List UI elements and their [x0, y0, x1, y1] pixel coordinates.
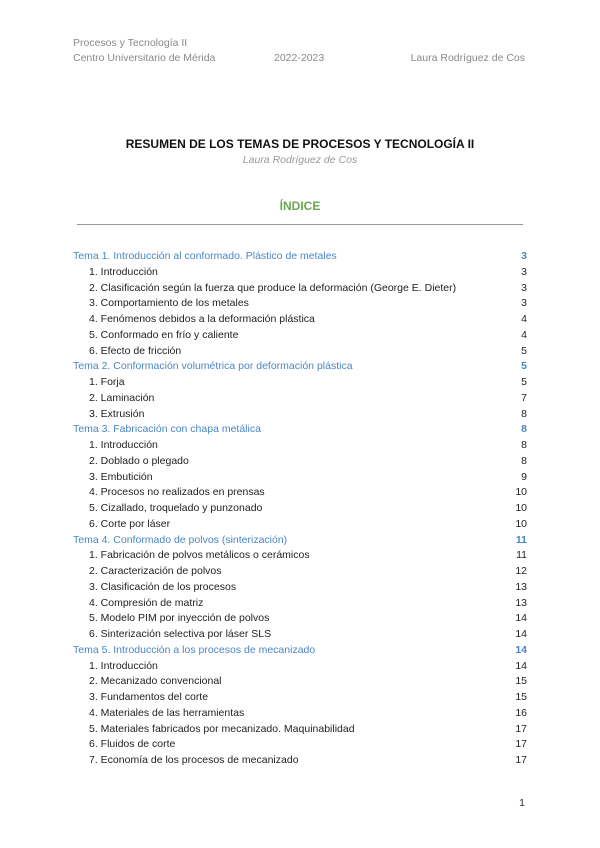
toc-section-link[interactable] [0, 690, 600, 706]
toc-entry-title: 4. Materiales de las herramientas [89, 706, 245, 719]
page-number: 1 [519, 797, 525, 809]
toc-page-number: 10 [515, 502, 527, 514]
toc-entry-title: Tema 5. Introducción a los procesos de mecanizado [73, 643, 316, 656]
toc-entry-title: 4. Fenómenos debidos a la deformación plástica [89, 313, 315, 325]
header-center: Centro Universitario de Mérida [73, 52, 216, 64]
toc-entry-title: 2. Clasificación según la fuerza que produce la deformación (George E. Dieter) [89, 281, 457, 294]
toc-page-number: 10 [515, 486, 527, 499]
toc-section-link[interactable] [0, 596, 600, 612]
toc-section-link[interactable] [0, 517, 600, 533]
toc-chapter-link[interactable] [0, 359, 600, 375]
toc-entry-title: 1. Introducción [89, 659, 158, 672]
toc-page-number: 3 [521, 265, 527, 278]
toc-entry-title: 2. Mecanizado convencional [89, 675, 222, 688]
toc-page-number: 7 [521, 391, 527, 404]
toc-page-number: 14 [515, 643, 527, 656]
toc-entry-title: 5. Cizallado, troquelado y punzonado [89, 502, 263, 514]
table-of-contents [0, 249, 600, 769]
toc-entry-title: 2. Doblado o plegado [89, 454, 189, 467]
toc-section-link[interactable] [0, 674, 600, 690]
header-author: Laura Rodríguez de Cos [410, 52, 525, 64]
toc-section-link[interactable] [0, 344, 600, 360]
toc-page-number: 10 [515, 517, 527, 530]
toc-chapter-link[interactable] [0, 533, 600, 549]
document-title: RESUMEN DE LOS TEMAS DE PROCESOS Y TECNOLOGÍA II [125, 137, 475, 151]
toc-entry-title: 1. Fabricación de polvos metálicos o cerámicos [89, 549, 310, 562]
toc-page-number: 8 [521, 439, 527, 451]
toc-entry-title: Tema 4. Conformado de polvos (sinterización) [73, 533, 288, 546]
toc-page-number: 11 [516, 549, 527, 562]
toc-entry-title: 3. Embutición [89, 470, 153, 483]
toc-page-number: 5 [521, 344, 527, 357]
toc-page-number: 5 [521, 376, 527, 388]
toc-entry-title: 7. Economía de los procesos de mecanizado [89, 754, 299, 766]
toc-page-number: 9 [521, 470, 527, 483]
toc-entry-title: 2. Caracterización de polvos [89, 565, 222, 577]
index-heading: ÍNDICE [279, 199, 321, 213]
toc-entry-title: 6. Sinterización selectiva por láser SLS [89, 628, 272, 640]
toc-page-number: 3 [521, 297, 527, 310]
toc-page-number: 5 [521, 360, 527, 373]
toc-entry-title: Tema 1. Introducción al conformado. Plástico de metales [73, 250, 337, 262]
toc-page-number: 4 [521, 328, 527, 341]
toc-section-link[interactable] [0, 753, 600, 769]
toc-entry-title: 6. Corte por láser [89, 517, 171, 530]
toc-section-link[interactable] [0, 548, 600, 564]
toc-section-link[interactable] [0, 438, 600, 454]
heading-divider [77, 224, 523, 225]
toc-page-number: 13 [515, 580, 527, 593]
toc-entry-title: 5. Materiales fabricados por mecanizado. Maquinabilidad [89, 722, 355, 735]
toc-page-number: 8 [521, 454, 527, 467]
toc-section-link[interactable] [0, 501, 600, 517]
toc-page-number: 17 [515, 754, 527, 766]
toc-entry-title: 4. Compresión de matriz [89, 596, 204, 609]
toc-entry-title: 1. Introducción [89, 265, 158, 278]
toc-section-link[interactable] [0, 470, 600, 486]
toc-section-link[interactable] [0, 706, 600, 722]
toc-chapter-link[interactable] [0, 422, 600, 438]
toc-chapter-link[interactable] [0, 249, 600, 265]
toc-page-number: 14 [515, 659, 527, 672]
toc-entry-title: 5. Modelo PIM por inyección de polvos [89, 612, 270, 625]
toc-section-link[interactable] [0, 391, 600, 407]
toc-page-number: 13 [515, 596, 527, 609]
toc-entry-title: Tema 3. Fabricación con chapa metálica [73, 423, 261, 436]
toc-page-number: 16 [515, 706, 527, 719]
toc-section-link[interactable] [0, 312, 600, 328]
toc-entry-title: 3. Fundamentos del corte [89, 691, 209, 703]
toc-section-link[interactable] [0, 659, 600, 675]
header-year: 2022-2023 [274, 52, 325, 64]
toc-section-link[interactable] [0, 564, 600, 580]
toc-section-link[interactable] [0, 722, 600, 738]
toc-page-number: 17 [515, 738, 527, 751]
toc-page-number: 12 [515, 565, 527, 577]
toc-section-link[interactable] [0, 485, 600, 501]
toc-entry-title: 6. Fluidos de corte [89, 738, 176, 751]
toc-chapter-link[interactable] [0, 643, 600, 659]
toc-entry-title: 1. Introducción [89, 439, 158, 451]
toc-page-number: 14 [515, 628, 527, 640]
toc-section-link[interactable] [0, 454, 600, 470]
toc-page-number: 3 [521, 250, 527, 262]
toc-section-link[interactable] [0, 407, 600, 423]
toc-section-link[interactable] [0, 265, 600, 281]
toc-entry-title: 5. Conformado en frío y caliente [89, 328, 239, 341]
toc-entry-title: 3. Clasificación de los procesos [89, 580, 237, 593]
toc-section-link[interactable] [0, 296, 600, 312]
toc-page-number: 3 [521, 281, 527, 294]
toc-section-link[interactable] [0, 627, 600, 643]
toc-entry-title: 6. Efecto de fricción [89, 344, 182, 357]
document-subtitle: Laura Rodríguez de Cos [242, 154, 358, 166]
toc-entry-title: 3. Comportamiento de los metales [89, 297, 249, 310]
header-course: Procesos y Tecnología II [73, 37, 188, 49]
toc-page-number: 15 [515, 675, 527, 688]
toc-section-link[interactable] [0, 611, 600, 627]
toc-page-number: 15 [515, 691, 527, 703]
toc-entry-title: 3. Extrusión [89, 407, 145, 420]
toc-section-link[interactable] [0, 281, 600, 297]
toc-section-link[interactable] [0, 580, 600, 596]
toc-page-number: 4 [521, 313, 527, 325]
toc-entry-title: 1. Forja [89, 376, 125, 388]
toc-section-link[interactable] [0, 328, 600, 344]
toc-page-number: 8 [521, 407, 527, 420]
toc-entry-title: 2. Laminación [89, 391, 155, 404]
toc-section-link[interactable] [0, 375, 600, 391]
toc-page-number: 17 [515, 722, 527, 735]
toc-section-link[interactable] [0, 737, 600, 753]
toc-page-number: 14 [515, 612, 527, 625]
toc-entry-title: Tema 2. Conformación volumétrica por deformación plástica [73, 360, 353, 373]
toc-page-number: 8 [521, 423, 527, 436]
toc-entry-title: 4. Procesos no realizados en prensas [89, 486, 265, 499]
toc-page-number: 11 [515, 533, 527, 546]
